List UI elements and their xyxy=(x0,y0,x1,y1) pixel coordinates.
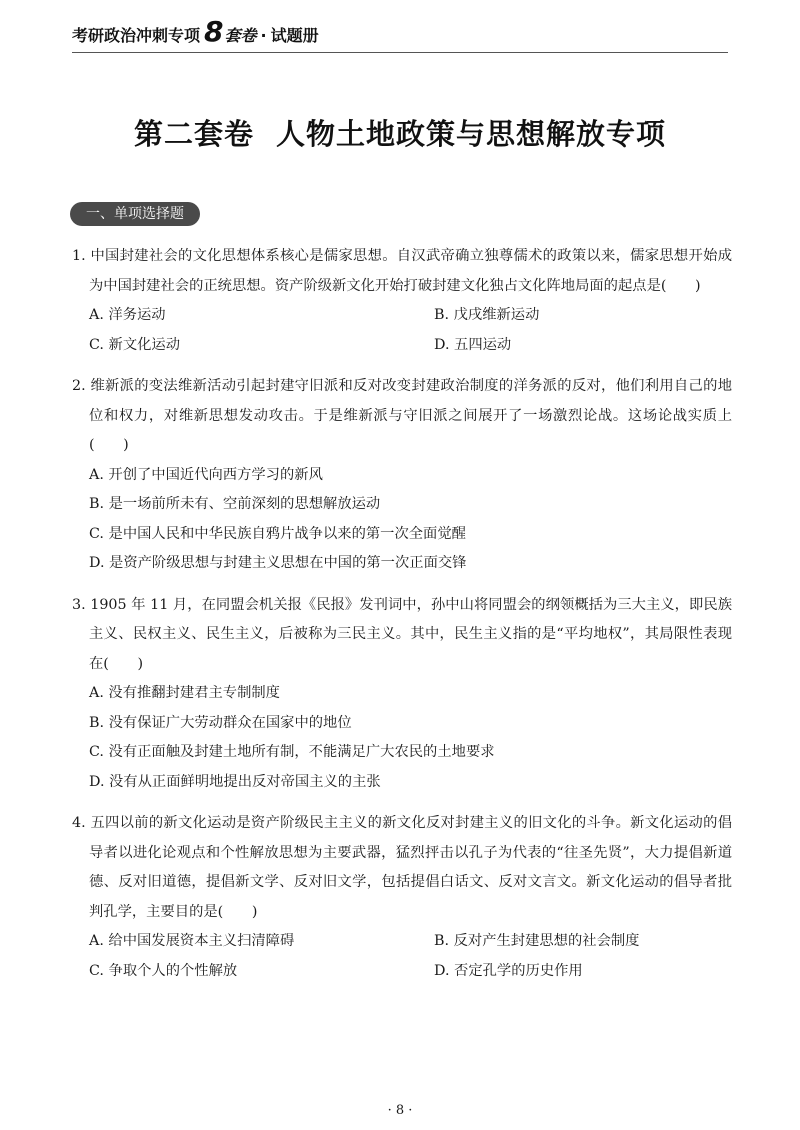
option-b: B. 没有保证广大劳动群众在国家中的地位 xyxy=(89,714,352,731)
question-4 xyxy=(72,809,732,986)
answer-options xyxy=(72,927,732,986)
question-1 xyxy=(72,242,732,360)
page-number: · 8 · xyxy=(387,1103,413,1118)
header-separator: · xyxy=(260,26,267,45)
question-2 xyxy=(72,372,732,579)
option-c: C. 新文化运动 xyxy=(89,336,181,353)
option-b: B. 是一场前所未有、空前深刻的思想解放运动 xyxy=(89,496,381,512)
option-a: A. 洋务运动 xyxy=(89,307,166,323)
option-c: C. 争取个人的个性解放 xyxy=(89,962,238,979)
option-d: D. 是资产阶级思想与封建主义思想在中国的第一次正面交锋 xyxy=(89,555,467,571)
question-stem: 2. 维新派的变法维新活动引起封建守旧派和反对改变封建政治制度的洋务派的反对，他们利用自己的地位和权力，对维新思想发动攻击。于是维新派与守旧派之间展开了一场激烈论战。这场论战实质上( ) xyxy=(72,378,732,453)
option-d: D. 没有从正面鲜明地提出反对帝国主义的主张 xyxy=(89,773,381,790)
page-title-volume: 第二套卷 xyxy=(133,117,254,151)
header-big-number: 8 xyxy=(204,15,224,48)
option-c: C. 没有正面触及封建土地所有制，不能满足广大农民的土地要求 xyxy=(89,744,495,760)
question-list xyxy=(72,242,732,998)
option-a: A. 没有推翻封建君主专制制度 xyxy=(89,685,280,701)
question-stem: 4. 五四以前的新文化运动是资产阶级民主主义的新文化反对封建主义的旧文化的斗争。新文化运动的倡导者以进化论观点和个性解放思想为主要武器，猛烈抨击以孔子为代表的“往圣先贤”，大力提倡新道德、反对旧道德，提倡新文学、反对旧文学，包括提倡白话文、反对文言文。新文化运动的倡导者批判孔学，主要目的是( ) xyxy=(72,815,732,920)
question-3 xyxy=(72,591,732,798)
question-stem: 1. 中国封建社会的文化思想体系核心是儒家思想。自汉武帝确立独尊儒术的政策以来，儒家思想开始成为中国封建社会的正统思想。资产阶级新文化开始打破封建文化独占文化阵地局面的起点是( ) xyxy=(72,248,732,294)
section-heading-badge: 一、单项选择题 xyxy=(70,202,200,226)
option-a: A. 给中国发展资本主义扫清障碍 xyxy=(89,933,295,949)
question-stem: 3. 1905 年 11 月，在同盟会机关报《民报》发刊词中，孙中山将同盟会的纲领概括为三大主义，即民族主义、民权主义、民生主义，后被称为三民主义。其中，民生主义指的是“平均地权”，其局限性表现在( ) xyxy=(72,596,732,672)
header-series-title: 考研政治冲刺专项 xyxy=(72,26,201,45)
option-a: A. 开创了中国近代向西方学习的新风 xyxy=(89,466,323,483)
option-c: C. 是中国人民和中华民族自鸦片战争以来的第一次全面觉醒 xyxy=(89,525,466,542)
option-b: B. 反对产生封建思想的社会制度 xyxy=(434,933,640,949)
answer-options xyxy=(72,461,732,579)
header-book-type: 试题册 xyxy=(270,26,319,45)
answer-options xyxy=(72,679,732,797)
option-b: B. 戊戌维新运动 xyxy=(434,307,540,323)
option-d: D. 否定孔学的历史作用 xyxy=(434,962,583,979)
header-divider xyxy=(72,52,728,53)
header-volume-label: 套卷 xyxy=(224,26,257,45)
page-title xyxy=(0,112,800,153)
option-d: D. 五四运动 xyxy=(434,336,512,353)
page-title-topic: 人物土地政策与思想解放专项 xyxy=(276,117,667,151)
answer-options xyxy=(72,301,732,360)
running-header xyxy=(72,15,319,48)
